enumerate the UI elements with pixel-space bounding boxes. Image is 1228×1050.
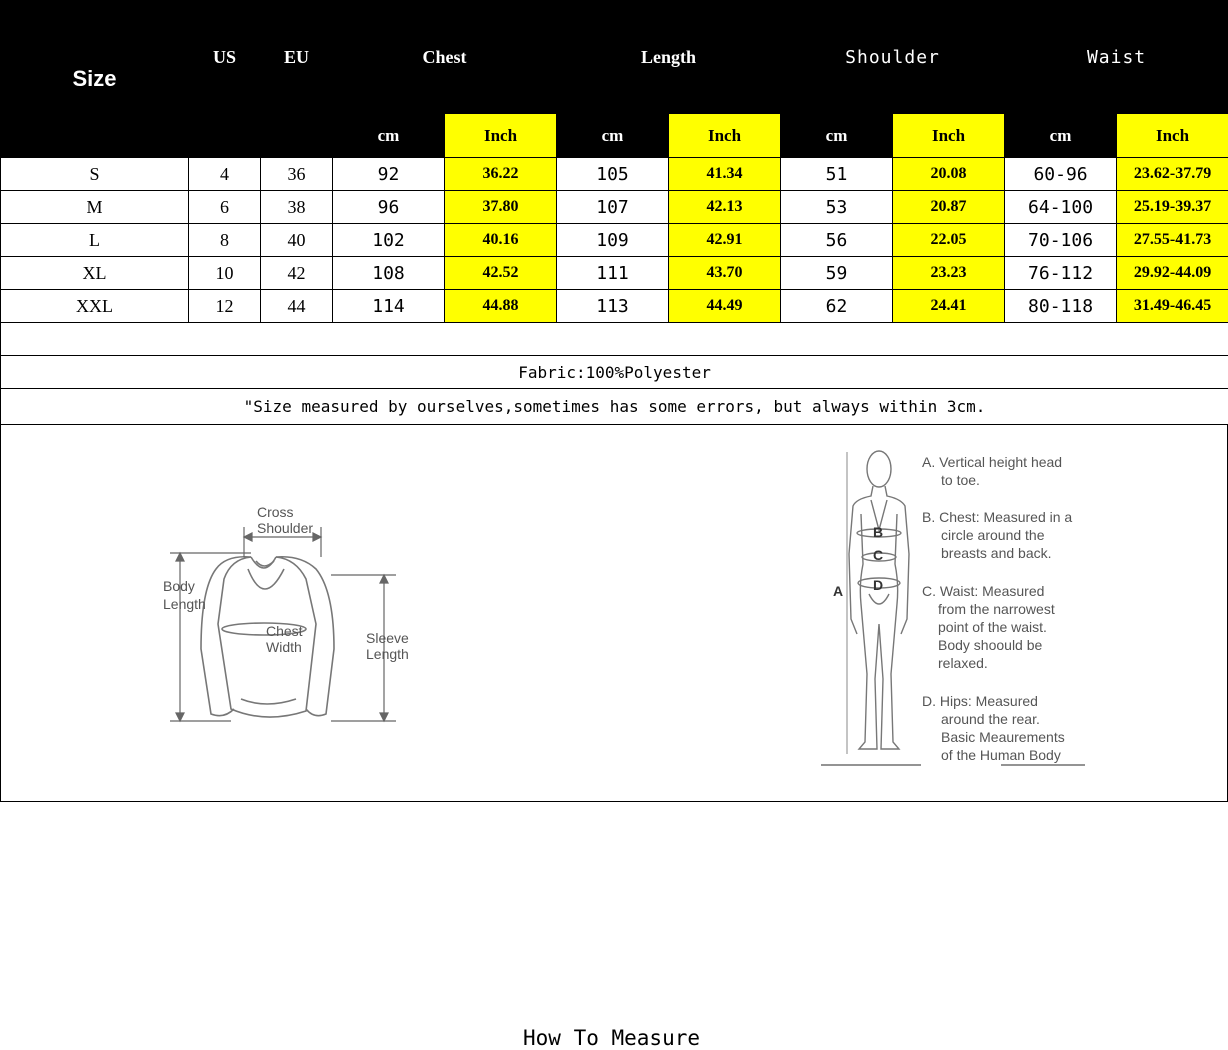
cell-waist-cm: 60-96 <box>1005 158 1117 191</box>
cell-us: 6 <box>189 191 261 224</box>
length-cm-unit: cm <box>557 114 669 158</box>
eu-header: EU <box>261 1 333 114</box>
spacer-row <box>1 323 1228 356</box>
header-row <box>1 1 1228 114</box>
size-header: Size <box>1 1 189 158</box>
spacer-cell <box>1 323 1228 356</box>
size-table <box>0 0 1228 425</box>
cell-eu: 38 <box>261 191 333 224</box>
legend-d-line4: of the Human Body <box>941 746 1061 764</box>
cell-chest-cm: 92 <box>333 158 445 191</box>
cell-chest-in: 37.80 <box>445 191 557 224</box>
table-row <box>1 191 1228 224</box>
sleeve-length-label-2: Length <box>366 645 409 663</box>
length-header: Length <box>557 1 781 114</box>
cell-chest-in: 44.88 <box>445 290 557 323</box>
cell-chest-cm: 102 <box>333 224 445 257</box>
legend-c-line4: Body shoould be <box>938 636 1042 654</box>
legend-b-line3: breasts and back. <box>941 544 1052 562</box>
cell-size: L <box>1 224 189 257</box>
size-chart <box>0 0 1228 425</box>
chest-label-1: Chest <box>266 622 303 640</box>
chest-inch-unit: Inch <box>445 114 557 158</box>
marker-d: D <box>873 576 883 594</box>
marker-c: C <box>873 546 883 564</box>
cell-length-in: 42.13 <box>669 191 781 224</box>
cell-length-cm: 109 <box>557 224 669 257</box>
cell-shoulder-cm: 53 <box>781 191 893 224</box>
us-header: US <box>189 1 261 114</box>
table-row <box>1 158 1228 191</box>
cell-us: 10 <box>189 257 261 290</box>
cell-length-in: 41.34 <box>669 158 781 191</box>
cell-eu: 44 <box>261 290 333 323</box>
cell-waist-cm: 80-118 <box>1005 290 1117 323</box>
marker-a: A <box>833 582 843 600</box>
how-to-measure-section <box>0 424 1228 802</box>
cell-shoulder-in: 22.05 <box>893 224 1005 257</box>
legend-a-line1: A. Vertical height head <box>922 453 1062 471</box>
legend-b-line1: B. Chest: Measured in a <box>922 508 1072 526</box>
length-inch-unit: Inch <box>669 114 781 158</box>
waist-header: Waist <box>1005 1 1228 114</box>
cell-waist-in: 27.55-41.73 <box>1117 224 1228 257</box>
shoulder-inch-unit: Inch <box>893 114 1005 158</box>
cell-chest-cm: 114 <box>333 290 445 323</box>
cell-shoulder-in: 24.41 <box>893 290 1005 323</box>
cell-chest-in: 40.16 <box>445 224 557 257</box>
legend-d-line1: D. Hips: Measured <box>922 692 1038 710</box>
cell-waist-in: 25.19-39.37 <box>1117 191 1228 224</box>
cell-size: XL <box>1 257 189 290</box>
legend-c-line5: relaxed. <box>938 654 988 672</box>
cell-eu: 40 <box>261 224 333 257</box>
cell-shoulder-cm: 56 <box>781 224 893 257</box>
cell-shoulder-cm: 62 <box>781 290 893 323</box>
cell-waist-in: 29.92-44.09 <box>1117 257 1228 290</box>
cell-waist-in: 23.62-37.79 <box>1117 158 1228 191</box>
cross-label-1: Cross <box>257 503 294 521</box>
waist-cm-unit: cm <box>1005 114 1117 158</box>
table-row <box>1 290 1228 323</box>
fabric-row <box>1 356 1228 389</box>
legend-underline <box>1001 764 1085 768</box>
cell-chest-cm: 108 <box>333 257 445 290</box>
table-row <box>1 257 1228 290</box>
cell-waist-cm: 76-112 <box>1005 257 1117 290</box>
cell-waist-cm: 70-106 <box>1005 224 1117 257</box>
legend-d-line2: around the rear. <box>941 710 1040 728</box>
eu-unit-blank <box>261 114 333 158</box>
cell-us: 4 <box>189 158 261 191</box>
cell-us: 8 <box>189 224 261 257</box>
cell-length-cm: 107 <box>557 191 669 224</box>
legend-c-line2: from the narrowest <box>938 600 1055 618</box>
cell-length-in: 42.91 <box>669 224 781 257</box>
disclaimer-row <box>1 389 1228 425</box>
body-label-1: Body <box>163 577 195 595</box>
sleeve-label-1: Sleeve <box>366 629 409 647</box>
legend-c-line3: point of the waist. <box>938 618 1047 636</box>
legend-b-line2: circle around the <box>941 526 1045 544</box>
legend-a-line2: to toe. <box>941 471 980 489</box>
cell-length-cm: 111 <box>557 257 669 290</box>
marker-b: B <box>873 523 883 541</box>
cell-shoulder-cm: 59 <box>781 257 893 290</box>
cell-size: M <box>1 191 189 224</box>
cell-length-cm: 105 <box>557 158 669 191</box>
body-figure-diagram <box>821 444 921 774</box>
cell-shoulder-in: 20.08 <box>893 158 1005 191</box>
cell-chest-in: 42.52 <box>445 257 557 290</box>
cell-length-in: 43.70 <box>669 257 781 290</box>
cell-shoulder-cm: 51 <box>781 158 893 191</box>
shoulder-cm-unit: cm <box>781 114 893 158</box>
cell-size: S <box>1 158 189 191</box>
cell-us: 12 <box>189 290 261 323</box>
chest-header: Chest <box>333 1 557 114</box>
cell-waist-in: 31.49-46.45 <box>1117 290 1228 323</box>
shoulder-header: Shoulder <box>781 1 1005 114</box>
legend-c-line1: C. Waist: Measured <box>922 582 1044 600</box>
cell-size: XXL <box>1 290 189 323</box>
legend-d-line3: Basic Meaurements <box>941 728 1065 746</box>
chest-cm-unit: cm <box>333 114 445 158</box>
cell-length-in: 44.49 <box>669 290 781 323</box>
body-length-label-2: Length <box>163 595 206 613</box>
cell-chest-in: 36.22 <box>445 158 557 191</box>
cell-waist-cm: 64-100 <box>1005 191 1117 224</box>
cell-eu: 42 <box>261 257 333 290</box>
table-row <box>1 224 1228 257</box>
cell-chest-cm: 96 <box>333 191 445 224</box>
waist-inch-unit: Inch <box>1117 114 1228 158</box>
shoulder-label-2: Shoulder <box>257 519 313 537</box>
us-unit-blank <box>189 114 261 158</box>
cell-eu: 36 <box>261 158 333 191</box>
disclaimer-note: "Size measured by ourselves,sometimes has some errors, but always within 3cm. <box>1 389 1228 425</box>
cell-shoulder-in: 23.23 <box>893 257 1005 290</box>
cell-shoulder-in: 20.87 <box>893 191 1005 224</box>
fabric-note: Fabric:100%Polyester <box>1 356 1228 389</box>
cell-length-cm: 113 <box>557 290 669 323</box>
how-to-measure-title: How To Measure <box>523 1026 700 1050</box>
chest-width-label-2: Width <box>266 638 302 656</box>
